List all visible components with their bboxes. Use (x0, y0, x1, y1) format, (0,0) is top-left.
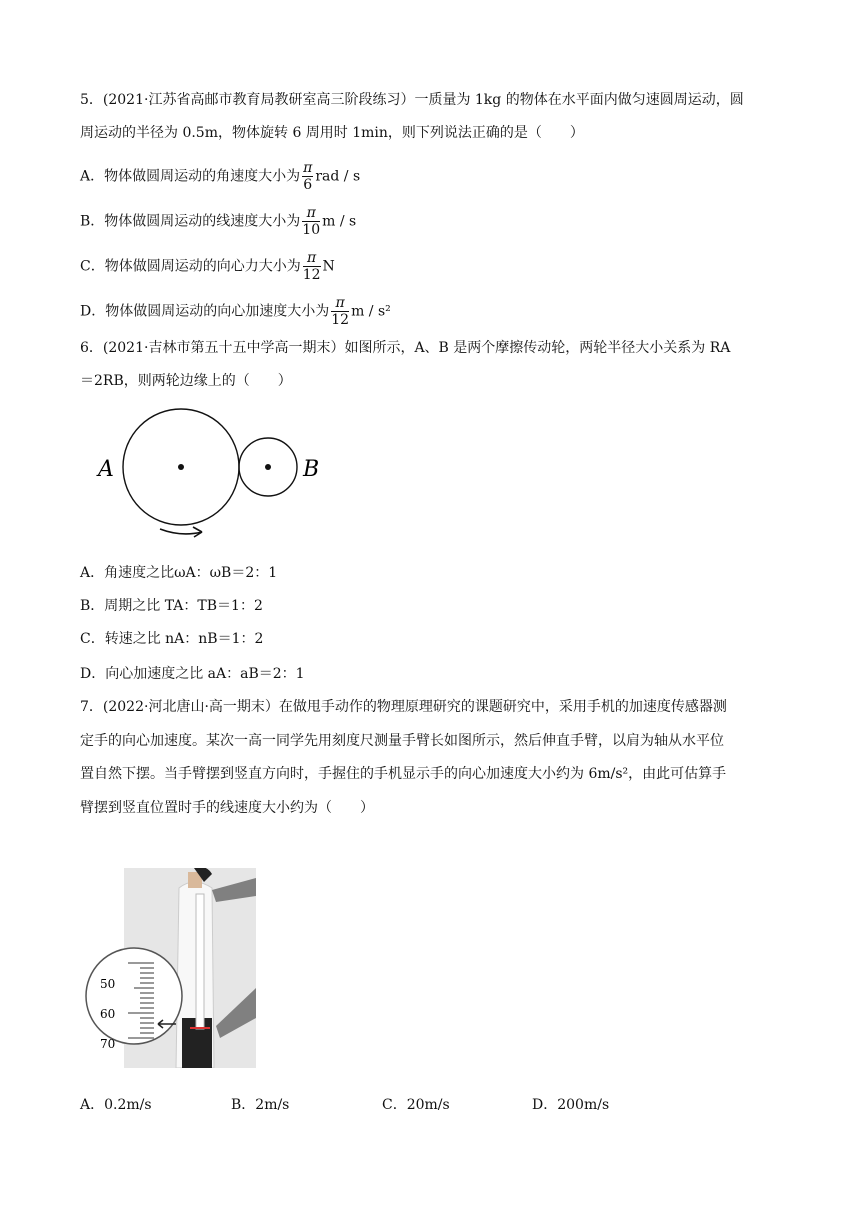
q6-option-b: B．周期之比 TA：TB＝1：2 (80, 598, 263, 614)
fraction: $\frac{\pi}{12}$ (302, 250, 321, 283)
fraction: $\frac{\pi}{12}$ (331, 295, 350, 328)
option-text: A．物体做圆周运动的角速度大小为 (80, 168, 301, 185)
arrow-head-icon (193, 527, 202, 537)
option-text: C．物体做圆周运动的向心力大小为 (80, 258, 301, 275)
rotation-arrow-icon (160, 529, 202, 534)
q5-stem-line2: 周运动的半径为 0.5m，物体旋转 6 周用时 1min，则下列说法正确的是（ ） (80, 125, 584, 141)
option-text: D．物体做圆周运动的向心加速度大小为 (80, 303, 330, 320)
fraction: $\frac{\pi}{6}$ (303, 160, 313, 193)
q7-option-b: B．2m/s (231, 1097, 290, 1113)
label-a: A (98, 457, 114, 482)
arm-measurement-photo (84, 868, 259, 1068)
unit: N (322, 258, 335, 275)
q5-option-b (80, 205, 356, 238)
q6-stem-line2: ＝2RB，则两轮边缘上的（ ） (80, 373, 292, 389)
q7-stem-line4: 臂摆到竖直位置时手的线速度大小约为（ ） (80, 800, 374, 816)
option-text: B．物体做圆周运动的线速度大小为 (80, 213, 301, 230)
unit: m / s (322, 213, 357, 230)
q7-stem-line1: 7．(2022·河北唐山·高一期末）在做甩手动作的物理原理研究的课题研究中，采用手机的加速度传感器测 (80, 699, 727, 715)
q7-option-c: C．20m/s (382, 1097, 450, 1113)
q6-stem-line1: 6．(2021·吉林市第五十五中学高一期末）如图所示，A、B 是两个摩擦传动轮，两轮半径大小关系为 RA (80, 340, 731, 356)
q5-stem-line1: 5．(2021·江苏省高邮市教育局教研室高三阶段练习）一质量为 1kg 的物体在水平面内做匀速圆周运动，圆 (80, 92, 744, 108)
q7-option-d: D．200m/s (532, 1097, 610, 1113)
q7-stem-line2: 定手的向心加速度。某次一高一同学先用刻度尺测量手臂长如图所示，然后伸直手臂，以肩为轴从水平位 (80, 733, 724, 749)
q5-option-c (80, 250, 335, 283)
q5-option-d (80, 295, 391, 328)
fraction: $\frac{\pi}{10}$ (302, 205, 321, 238)
ruler-label-60: 60 (100, 1007, 116, 1021)
q7-stem-line3: 置自然下摆。当手臂摆到竖直方向时，手握住的手机显示手的向心加速度大小约为 6m/s²，由此可估算手 (80, 766, 727, 782)
wheel-a-center (178, 464, 184, 470)
q6-option-d: D．向心加速度之比 aA：aB＝2：1 (80, 666, 305, 682)
q6-option-c: C．转速之比 nA：nB＝1：2 (80, 631, 264, 647)
q6-option-a: A．角速度之比ωA：ωB＝2：1 (80, 565, 278, 581)
unit: m / s² (351, 303, 391, 320)
ruler-label-50: 50 (100, 977, 116, 991)
label-b: B (303, 457, 320, 482)
friction-wheels-diagram (88, 404, 338, 544)
ruler-label-70: 70 (100, 1037, 116, 1051)
q7-option-a: A．0.2m/s (80, 1097, 152, 1113)
unit: rad / s (315, 168, 361, 185)
wheel-b-center (265, 464, 271, 470)
q5-option-a (80, 160, 360, 193)
